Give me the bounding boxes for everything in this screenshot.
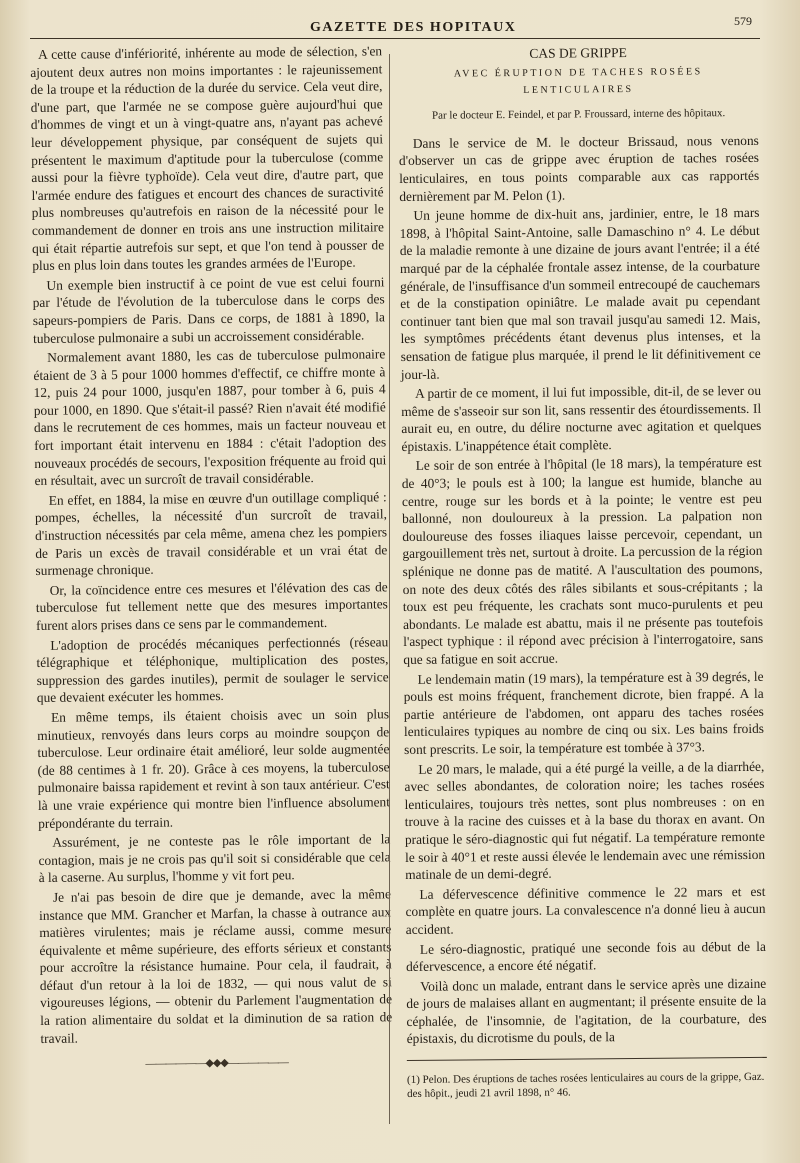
page-header [20, 14, 780, 40]
paragraph: Le soir de son entrée à l'hôpital (le 18 mars), la température est de 40°3; le pouls est à 100; la langue est humide, blanche au centre, rouge sur les bords et à la pointe; le ventre est peu ballonné, non douloureux à la pression. La palpation non douloureuse des fosses iliaques laisse percevoir, cependant, un gargouillement très net, surtout à droite. La percussion de la région splénique ne donne pas de matité. A l'auscultation des poumons, on note des deux côtés des râles sibilants et sous-crépitants ; la toux est peu fréquente, les crachats sont muco-purulents et peu abondants. Le malade est abattu, mais il ne présente pas toutefois l'aspect typhique : il répond avec précision à l'interrogatoire, sans que sa fatigue en soit accrue. [401, 455, 764, 667]
paragraph: Dans le service de M. le docteur Brissaud, nous venons d'observer un cas de grippe avec éruption de taches rosées lenticulaires, en tous points comparable aux cas rapportés dernièrement par M. Pelon (1). [398, 132, 760, 204]
paragraph: La défervescence définitive commence le 22 mars et est complète en quatre jours. La convalescence n'a donné lieu à aucun accident. [405, 883, 766, 937]
paragraph: Un jeune homme de dix-huit ans, jardinier, entre, le 18 mars 1898, à l'hôpital Saint-Antoine, salle Damaschino n° 4. Le début de la maladie remonte à une dizaine de jours avant l'entrée; il a été marqué par de la céphalée frontale assez intense, de la courbature générale, de l'insuffisance d'un sommeil entrecoupé de cauchemars et de la constipation opiniâtre. Le malade avait pu cependant continuer tant bien que mal son travail jusqu'au samedi 12. Mais, les symptômes précédents étant devenus plus intenses, et la sensation de fatigue plus marquée, il prend le lit définitivement ce jour-là. [399, 205, 761, 382]
footnote [407, 1070, 767, 1101]
running-title: GAZETTE DES HOPITAUX [310, 20, 517, 35]
left-column [30, 42, 393, 1074]
paragraph: Voilà donc un malade, entrant dans le service après une dizaine de jours de malaises allant en augmentant; il présente ensuite de la céphalée, de l'insomnie, de l'agitation, de la courbature, des épistaxis, du dicrotisme du pouls, de la [406, 975, 767, 1047]
right-column [398, 43, 767, 1103]
paragraph: Normalement avant 1880, les cas de tuberculose pulmonaire étaient de 3 à 5 pour 1000 hommes d'effectif, ce chiffre monte à 12, puis 24 pour 1000, jusqu'en 1887, pour tomber à 6, puis 4 pour 1000, en 1890. Que s'était-il passé? Rien n'avait été modifié dans le recrutement de ces hommes, mais un facteur nouveau et fort important était intervenu en 1884 : c'était l'adoption des nouveaux procédés de secours, l'exposition fréquente au froid qui en résultait, avec un surcroît de travail considérable. [33, 346, 387, 489]
paragraph: Un exemple bien instructif à ce point de vue est celui fourni par l'étude de l'évolution de la tuberculose dans le corps des sapeurs-pompiers de Paris. Dans ce corps, de 1881 à 1890, la tuberculose pulmonaire a subi un accroissement considérable. [32, 274, 385, 346]
paragraph: Le séro-diagnostic, pratiqué une seconde fois au début de la défervescence, a encore été négatif. [405, 938, 766, 975]
paragraph: En même temps, ils étaient choisis avec un soin plus minutieux, renvoyés dans leurs corps au moindre soupçon de tuberculose. Leur ordinaire était amélioré, leur solde augmentée (de 88 centimes à 1 fr. 20). Grâce à ces moyens, la tuberculose pulmonaire baissa rapidement et revint à son taux antérieur. C'est là une vraie expérience qui montre bien l'influence absolument prépondérante du terrain. [37, 706, 391, 831]
paragraph: Le lendemain matin (19 mars), la température est à 39 degrés, le pouls est moins fréquent, franchement dicrote, bien frappé. A la partie antérieure de l'abdomen, ont apparu des taches rosées lenticulaires typiques au nombre de cinq ou six. Les bains froids sont prescrits. Le soir, la température est tombée à 37°3. [403, 668, 765, 757]
paragraph: Or, la coïncidence entre ces mesures et l'élévation des cas de tuberculose fut tellement nette que des mesures importantes furent alors prises dans ce sens par le commandement. [35, 579, 388, 633]
paragraph: A cette cause d'infériorité, inhérente au mode de sélection, s'en ajoutent deux autres non moins importantes : le rajeunissement de la troupe et la réduction de la durée du service. Cela veut dire, d'une part, que l'armée ne se compose guère aujourd'hui que d'hommes de vingt et un à vingt-quatre ans, n'ayant pas achevé leur développement physique, par conséquent de sujets qui présentent le maximum d'aptitude pour la tuberculose (comme aussi pour la fièvre typhoïde). Cela veut dire, d'autre part, que l'armée endure des fatigues et encourt des chances de suractivité plus nombreuses qu'autrefois en raison de la nécessité pour le commandement de donner en trois ans une instruction militaire qui était répartie autrefois sur sept, et que l'on tend à pousser de plus en plus loin dans toutes les grandes armées de l'Europe. [30, 43, 385, 274]
footnote-text: (1) Pelon. Des éruptions de taches rosées lenticulaires au cours de la grippe, Gaz. des hôpit., jeudi 21 avril 1898, n° 46. [406, 1070, 765, 1101]
end-ornament: ——————◆◆◆—————— [145, 1056, 288, 1071]
paragraph: Assurément, je ne conteste pas le rôle important de la contagion, mais je ne crois pas qu'il soit si considérable que cela à la caserne. Au surplus, l'homme y vit fort peu. [38, 831, 391, 886]
footnote-separator [407, 1057, 767, 1061]
paragraph: A partir de ce moment, il lui fut impossible, dit-il, de se lever ou même de s'asseoir sur son lit, sans ressentir des étourdissements. Il aurait eu, en outre, du délire nocturne avec agitation et quelques épistaxis. L'inappétence était complète. [401, 382, 762, 454]
article-byline: Par le docteur E. Feindel, et par P. Froussard, interne des hôpitaux. [431, 106, 726, 122]
paragraph: L'adoption de procédés mécaniques perfectionnés (réseau télégraphique et téléphonique, multiplication des postes, suppression des gardes inutiles), permit de soulager le service que devaient exécuter les hommes. [36, 633, 389, 706]
article-title: CAS DE GRIPPE [529, 45, 627, 61]
paragraph: Je n'ai pas besoin de dire que je demande, avec la même instance que MM. Grancher et Marfan, la chasse à outrance aux matières virulentes; mais je réclame aussi, comme mesure équivalente et même supérieure, des efforts sérieux et constants pour accroître la résistance humaine. Pour cela, il faudrait, à défaut d'un retour à la loi de 1832, — qui nous valut de si vigoureuses légions, — obtenir du Parlement l'augmentation de la ration alimentaire du soldat et la diminution de sa ration de travail. [39, 886, 393, 1046]
page-number: 579 [734, 14, 752, 28]
paragraph: Le 20 mars, le malade, qui a été purgé la veille, a de la diarrhée, avec selles abondantes, de coloration noire; les taches rosées lenticulaires, toujours très nettes, sont plus nombreuses : on en trouve à la racine des cuisses et à la base du thorax en avant. On pratique le séro-diagnostic qui fut négatif. La température remonte le soir à 40°1 et reste aussi élevée le lendemain avec une rémission matinale de un demi-degré. [404, 758, 766, 883]
paragraph: En effet, en 1884, la mise en œuvre d'un outillage compliqué : pompes, échelles, la nécessité d'un surcroît de travail, d'instruction nécessités par cela même, amena chez les pompiers de Paris un excès de travail considérable et un vrai état de surmenage chronique. [34, 489, 388, 579]
header-rule [30, 38, 760, 39]
column-divider [389, 54, 390, 1124]
article-subtitle: AVEC ÉRUPTION DE TACHES ROSÉES LENTICULAIRES [453, 65, 703, 97]
